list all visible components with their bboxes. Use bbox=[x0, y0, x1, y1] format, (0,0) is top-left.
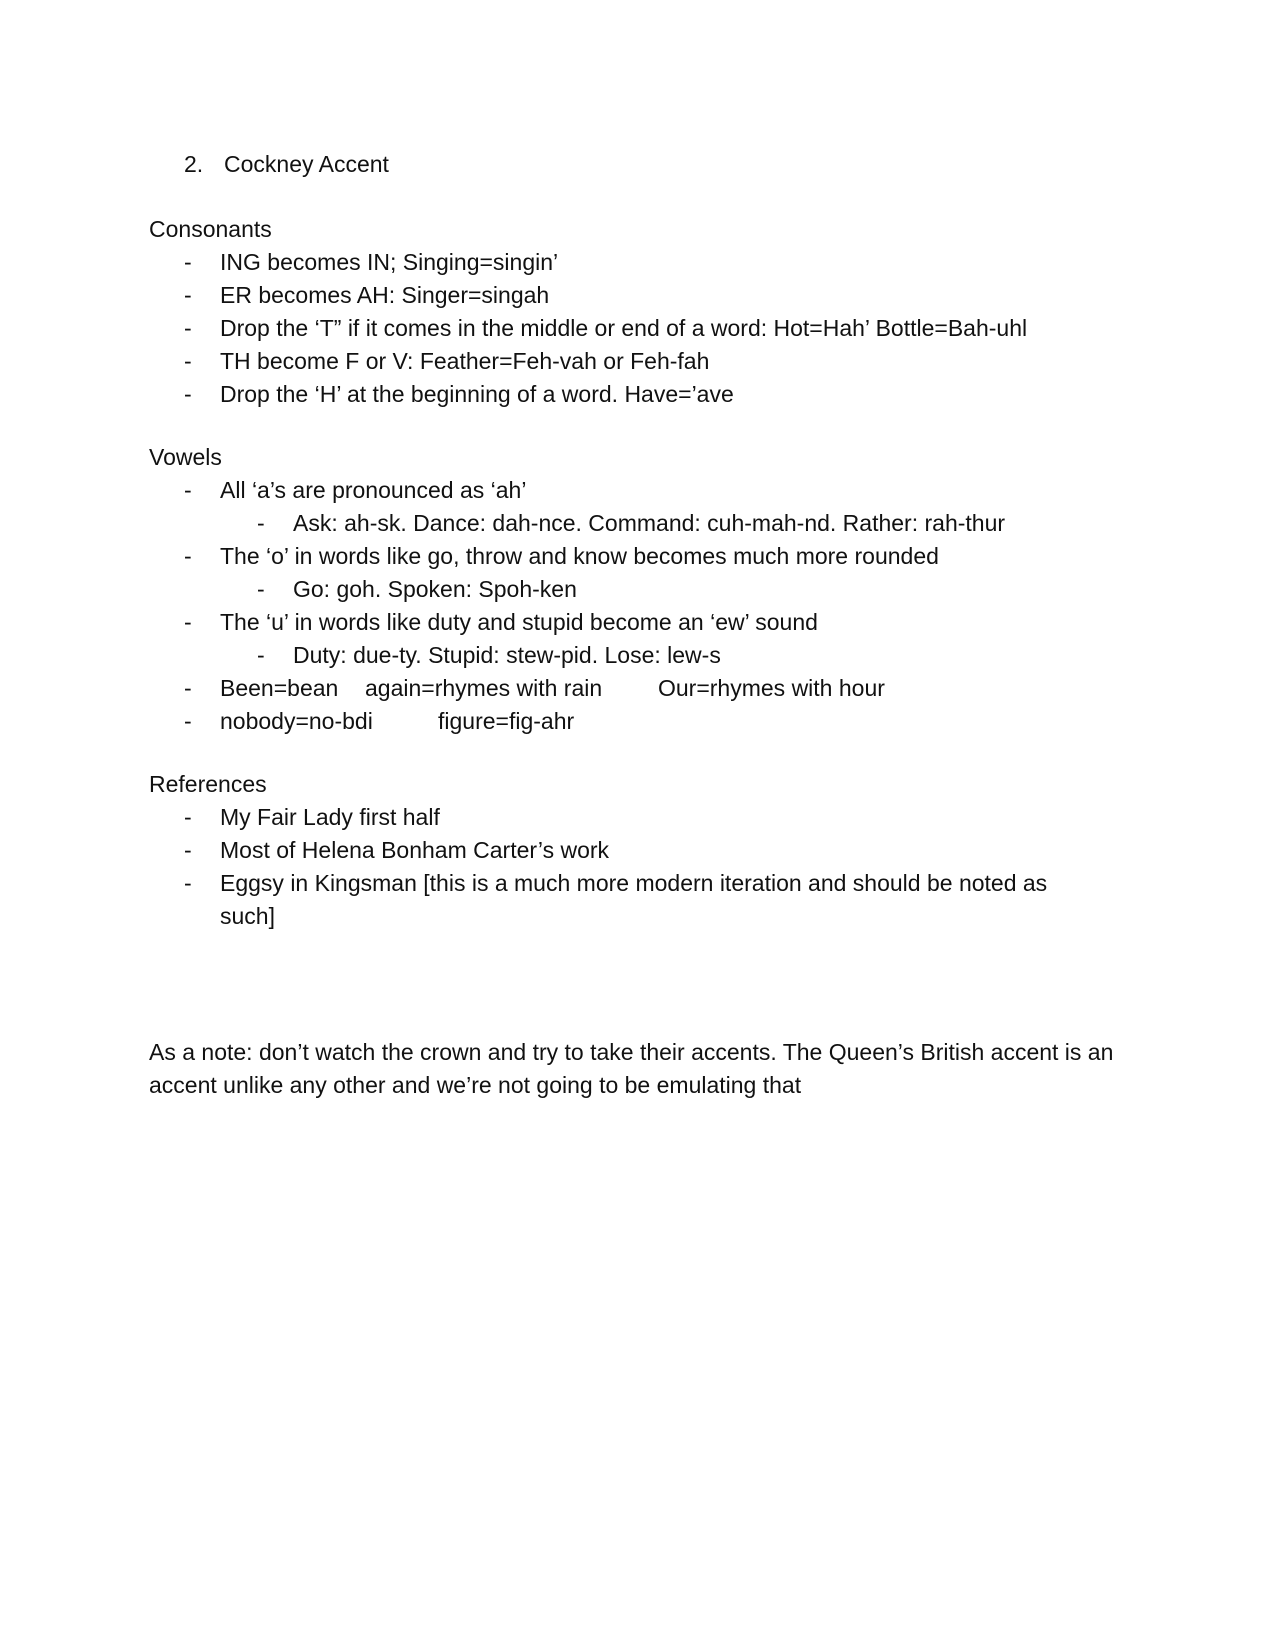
consonant-text: TH become F or V: Feather=Feh-vah or Feh-fah bbox=[220, 348, 710, 374]
bullet-dash: - bbox=[257, 576, 265, 602]
bullet-dash: - bbox=[184, 477, 192, 503]
reference-text: such] bbox=[220, 903, 275, 929]
bullet-dash: - bbox=[184, 543, 192, 569]
references-title: References bbox=[149, 771, 267, 797]
vowel-subtext: Go: goh. Spoken: Spoh-ken bbox=[293, 576, 577, 602]
heading-number: 2. bbox=[184, 151, 204, 177]
reference-text: Eggsy in Kingsman [this is a much more modern iteration and should be noted as bbox=[220, 870, 1048, 896]
closing-note: As a note: don’t watch the crown and try to take their accents. The Queen’s British accent is an accent unlike any other and we’re not going to be emulating that bbox=[149, 1039, 1114, 1098]
reference-text: Most of Helena Bonham Carter’s work bbox=[220, 837, 610, 863]
bullet-dash: - bbox=[257, 510, 265, 536]
section-heading bbox=[184, 148, 389, 181]
bullet-dash: - bbox=[184, 804, 192, 830]
bullet-dash: - bbox=[184, 609, 192, 635]
bullet-dash: - bbox=[184, 708, 192, 734]
bullet-dash: - bbox=[184, 870, 192, 896]
consonant-text: Drop the ‘H’ at the beginning of a word. Have=’ave bbox=[220, 381, 734, 407]
reference-text: My Fair Lady first half bbox=[220, 804, 440, 830]
bullet-dash: - bbox=[184, 675, 192, 701]
vowel-text: again=rhymes with rain bbox=[365, 675, 603, 701]
bullet-dash: - bbox=[184, 348, 192, 374]
consonants-title: Consonants bbox=[149, 216, 272, 242]
bullet-dash: - bbox=[184, 315, 192, 341]
bullet-dash: - bbox=[257, 642, 265, 668]
vowel-subtext: Duty: due-ty. Stupid: stew-pid. Lose: lew-s bbox=[293, 642, 721, 668]
vowel-text: All ‘a’s are pronounced as ‘ah’ bbox=[220, 477, 527, 503]
vowels-title: Vowels bbox=[149, 444, 222, 470]
consonant-text: ER becomes AH: Singer=singah bbox=[220, 282, 550, 308]
vowel-text: nobody=no-bdi bbox=[220, 708, 373, 734]
vowel-subtext: Ask: ah-sk. Dance: dah-nce. Command: cuh-mah-nd. Rather: rah-thur bbox=[293, 510, 1006, 536]
bullet-dash: - bbox=[184, 381, 192, 407]
vowel-text: figure=fig-ahr bbox=[438, 708, 575, 734]
vowel-text: The ‘u’ in words like duty and stupid become an ‘ew’ sound bbox=[220, 609, 818, 635]
consonant-text: Drop the ‘T” if it comes in the middle or end of a word: Hot=Hah’ Bottle=Bah-uhl bbox=[220, 315, 1028, 341]
bullet-dash: - bbox=[184, 282, 192, 308]
consonant-text: ING becomes IN; Singing=singin’ bbox=[220, 249, 559, 275]
vowel-text: Been=bean bbox=[220, 675, 339, 701]
heading-title: Cockney Accent bbox=[224, 151, 389, 177]
vowel-text: Our=rhymes with hour bbox=[658, 675, 885, 701]
bullet-dash: - bbox=[184, 249, 192, 275]
bullet-dash: - bbox=[184, 837, 192, 863]
vowel-text: The ‘o’ in words like go, throw and know becomes much more rounded bbox=[220, 543, 939, 569]
